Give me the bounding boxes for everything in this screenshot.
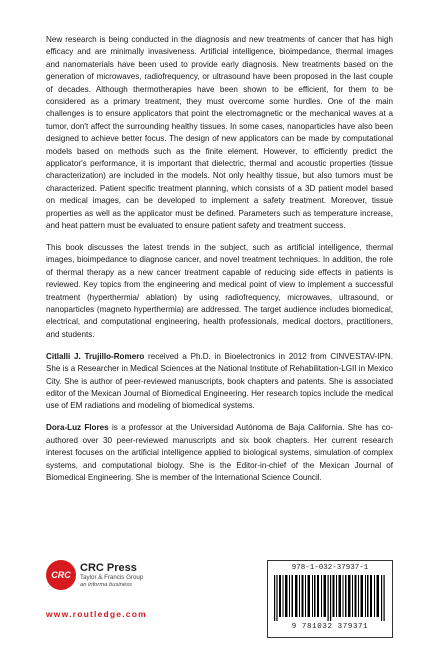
- author-bio-text-2: is a professor at the Universidad Autónoma de Baja California. She has co-authored over 30 peer-reviewed manuscripts and six book chapters. Her current research interest focuses on the artificial intelligence applied to biological systems, simulation of complex systems, and computational biology. She is the Editor-in-chief of the Mexican Journal of Biomedical Engineering. She is member of the International Science Council.: [46, 423, 394, 482]
- back-cover-text: [46, 34, 393, 494]
- author-bio-1: [46, 351, 393, 413]
- back-cover-footer: [46, 560, 393, 630]
- author-bio-text-1: received a Ph.D. in Bioelectronics in 2012 from CINVESTAV-IPN. She is a Researcher in Medical Sciences at the National Institute of Rehabilitation-LGII in Mexico City. She is author of peer-reviewed manuscripts, book chapters and patents. She is associated editor of the Mexican Journal of Biomedical Engineering. Her research topics include the medical use of EM radiations and modeling of biomedical systems.: [46, 351, 393, 411]
- description-paragraph-2: This book discusses the latest trends in the subject, such as artificial intelligence, thermal images, bioimpedance to diagnose cancer, and novel treatment techniques. In addition, the role of thermal therapy as a new cancer treatment capable of reducing side effects in patients is reviewed. Key topics from the engineering and medical point of view to implement a successful treatment (hyperthermia/ ablation) by using radiofrequency, microwaves, ultrasound, or nanoparticles (magneto hyperthermia) are addressed. The target audience includes biomedical, electrical, and computational engineering, health professionals, medical doctors, practitioners, and students.: [46, 243, 393, 339]
- author-name-1: Citlalli J. Trujillo-Romero: [46, 351, 145, 361]
- crc-logo-icon: CRC: [46, 560, 76, 590]
- publisher-logo-text: [80, 562, 143, 589]
- publisher-url: www.routledge.com: [46, 609, 147, 619]
- isbn-barcode: [267, 560, 393, 638]
- publisher-name: CRC Press: [80, 562, 137, 574]
- barcode-icon: [274, 575, 386, 621]
- publisher-group: Taylor & Francis Group: [80, 574, 144, 581]
- author-name-2: Dora-Luz Flores: [46, 423, 109, 433]
- description-paragraph-1: New research is being conducted in the diagnosis and new treatments of cancer that has high efficacy and are minimally invasiveness. Artificial intelligence, bioimpedance, thermal images and nanomaterials have been used to provide early diagnosis. New treatments based on the generation of microwaves, radiofrequency, or ultrasound have been proposed in the last couple of decades. Although thermotherapies have been shown to be efficient, for them to be considered as a primary treatment, they must overcome some hurdles. One of the main challenges is to ensure applicators that point the electromagnetic or the mechanical waves at a tumor, don't affect the surrounding healthy tissues. In some cases, nanoparticles have also been designed to achieve better focus. The design of new applicators can be made by computational models based on methods such as the finite element. However, to efficiently predict the applicator's performance, it is important that dielectric, thermal and acoustic properties (tissue characterization) are included in the models. Not only healthy tissue, but also tumors must be characterized. Patient specific treatment planning, which consists of a 3D patient model based on medical images, can be developed to implement a safety treatment. Moreover, tissue properties as well as the applicator must be defined. Parameters such as temperature increase, and heat pattern must be evaluated to ensure patient safety and treatment success.: [46, 35, 393, 231]
- barcode-digits: 9 781032 379371: [291, 623, 369, 631]
- author-bio-2: [46, 422, 393, 484]
- publisher-logo: [46, 560, 176, 604]
- isbn-number: 978-1-032-37937-1: [291, 564, 369, 572]
- publisher-tagline: an informa business: [80, 582, 132, 588]
